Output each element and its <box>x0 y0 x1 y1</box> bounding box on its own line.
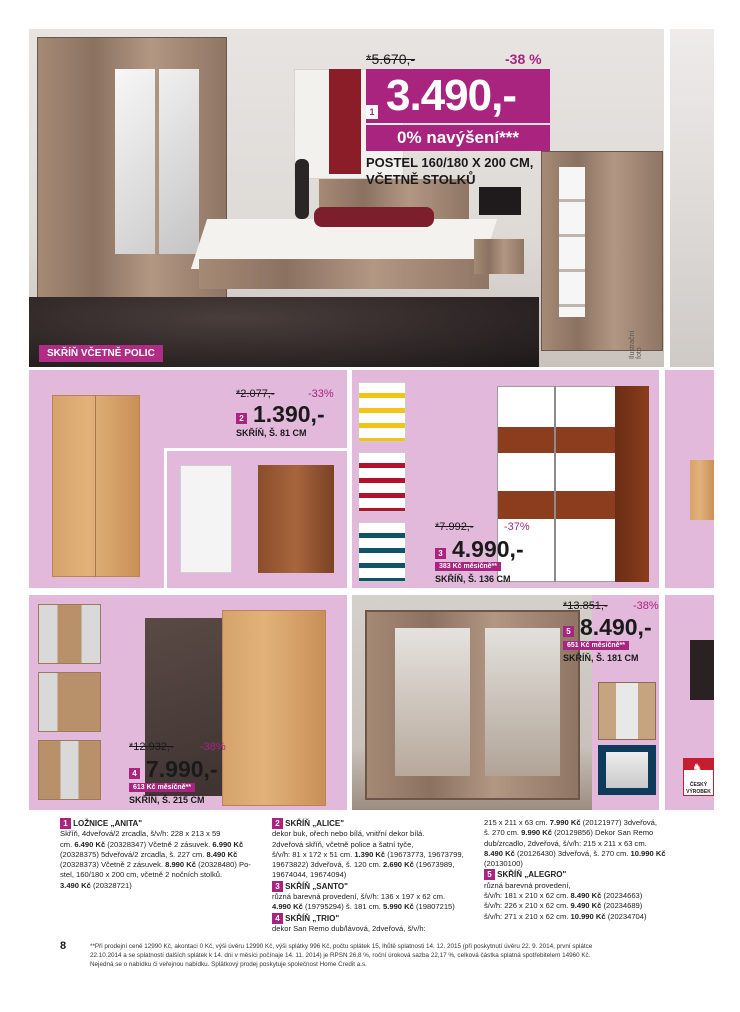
hero-bed-pillows <box>314 207 434 227</box>
col1-l2d: 6.990 Kč <box>212 839 244 849</box>
offer5-old-price: *13.851,- <box>563 600 608 612</box>
offer3-monthly: 383 Kč měsíčně** <box>435 562 501 571</box>
col1-l2b: 6.490 Kč <box>74 839 106 849</box>
hero-desc-1: POSTEL 160/180 X 200 CM, <box>366 155 534 170</box>
col3-l2a: š. 270 cm. <box>484 828 522 838</box>
santo-thumb-teal <box>358 522 406 582</box>
offer4-label: SKŘÍŇ, Š. 215 CM <box>129 795 205 805</box>
col1-l4a: (20328373) Včetně 2 zásuvek. <box>60 860 166 870</box>
hero-wardrobe-mirror-2 <box>159 69 199 254</box>
santo-thumb-red <box>358 452 406 512</box>
alegro-thumb-2-mirror <box>606 752 648 788</box>
alice-wardrobe-white <box>180 465 232 573</box>
offer4-price-row <box>129 757 218 781</box>
col3-l1a: 215 x 211 x 63 cm. <box>484 818 550 827</box>
col2-line3 <box>272 850 472 860</box>
footer-line3: Nejedná se o nabídku či veřejnou nabídku. Splátkový prodej poskytuje společnost Home Credit a.s. <box>90 961 367 968</box>
col3-l1b: 7.990 Kč <box>549 818 581 827</box>
col3-line9 <box>484 912 694 922</box>
col3-line2 <box>484 828 694 838</box>
col2-title2: SKŘÍŇ „ALICE" <box>285 819 345 828</box>
col3-title5: SKŘÍŇ „ALEGRO" <box>497 870 567 880</box>
col2-badge2: 2 <box>272 818 283 829</box>
col1-line1: Skříň, 4dveřová/2 zrcadla, š/v/h: 228 x 213 x 59 <box>60 829 221 839</box>
col2-line7 <box>272 902 472 912</box>
hero-bed-frame <box>199 259 489 289</box>
czech-product-badge <box>683 758 714 796</box>
offer2-price: 1.390,- <box>253 401 325 427</box>
col2-line5: 19674044, 19674094) <box>272 870 347 880</box>
offer2-price-row <box>236 402 325 426</box>
side-panel-dark-chair <box>690 640 714 700</box>
page-number: 8 <box>60 940 67 952</box>
col3-l1c: (20121977) 3dveřová, <box>580 818 657 827</box>
col2-title3-row <box>272 881 472 892</box>
offer2-badge: 2 <box>236 413 247 424</box>
col3-l8c: (20234689) <box>601 901 643 911</box>
hero-label: SKŘÍŇ VČETNĚ POLIC <box>39 345 163 362</box>
col2-line2: 2dveřová skříň, včetně police a šatní tyče, <box>272 839 414 849</box>
col2-l3c: (19673773, 19673799, <box>385 849 464 859</box>
col3-line5: (20130100) <box>484 859 523 869</box>
col3-l9c: (20234704) <box>605 911 647 921</box>
col1-l4c: (20328480) Po- <box>195 860 251 870</box>
hero-price: 3.490,- <box>386 71 516 120</box>
offer3-label: SKŘÍŇ, Š. 136 CM <box>435 574 511 584</box>
col3-l2b: 9.990 Kč <box>521 828 552 838</box>
col3-l9b: 10.990 Kč <box>570 911 606 921</box>
col3-line1 <box>484 818 694 828</box>
offer4-price: 7.990,- <box>146 756 218 782</box>
col3-l8a: š/v/h: 226 x 210 x 62 cm. <box>484 901 571 911</box>
col3-l9a: š/v/h: 271 x 210 x 62 cm. <box>484 911 571 921</box>
col1-line5: stel, 160/180 x 200 cm, včetně 2 nočních stolků. <box>60 870 223 880</box>
col2-line6: různá barevná provedení, š/v/h: 136 x 197 x 62 cm. <box>272 892 446 902</box>
nightstand <box>474 239 524 274</box>
col2-l4a: 19673822) 3dveřová, š. 120 cm. <box>272 860 384 870</box>
hero-desc-2: VČETNĚ STOLKŮ <box>366 172 476 187</box>
alice-wardrobe-walnut <box>258 465 334 573</box>
offer5-price-row <box>563 615 652 639</box>
offer5-discount: -38% <box>633 600 659 612</box>
footer-line2: 22.10.2014 a se splatností dalších splátek k 14. dni v měsíci počínaje 14. 11. 2014) je RPSN 26,8 %, roční úroková sazba 22,17 %, celková částka splatná spotřebitelem 14960 Kč. <box>90 952 591 959</box>
offer2-old-price: *2.077,- <box>236 388 275 400</box>
col3-l7b: 8.490 Kč <box>570 891 602 901</box>
col3-line7 <box>484 891 694 901</box>
hero-price-box <box>366 69 550 123</box>
col1-line6 <box>60 881 260 891</box>
trio-thumb-2 <box>38 672 101 732</box>
offer3-price: 4.990,- <box>452 536 524 562</box>
col2-l7c: 5.990 Kč <box>383 902 414 912</box>
footer-legal <box>90 942 710 969</box>
col2-l3b: 1.390 Kč <box>354 849 386 859</box>
czech-badge-text: ČESKÝ VÝROBEK <box>686 782 711 795</box>
col2-line1: dekor buk, ořech nebo bílá, vnitřní dekor bílá. <box>272 829 425 839</box>
col2-l3a: š/v/h: 81 x 172 x 51 cm. <box>272 849 355 859</box>
alegro-mirror-2 <box>485 628 560 776</box>
col2-line4 <box>272 860 472 870</box>
hero-financing: 0% navýšení*** <box>366 125 550 151</box>
side-photo-strip <box>670 29 714 367</box>
col1-l2a: cm. <box>60 839 75 849</box>
col3-line6: různá barevná provedení, <box>484 880 571 890</box>
offer4-discount: -38% <box>200 741 226 753</box>
col3-badge5: 5 <box>484 869 495 880</box>
col3-l2c: (20129856) Dekor San Remo <box>551 828 654 838</box>
lamp-shade <box>479 187 521 215</box>
col2-l4c: (19673989, <box>413 860 455 870</box>
text-col-1 <box>60 818 260 891</box>
santo-door-split <box>554 386 556 582</box>
trio-thumb-1 <box>38 604 101 664</box>
col2-l4b: 2.690 Kč <box>383 860 414 870</box>
col3-l8b: 9.490 Kč <box>570 901 602 911</box>
side-panel-furniture <box>690 460 714 520</box>
hero-dresser-drawers <box>559 167 585 317</box>
hero-wardrobe-mirror-1 <box>115 69 155 254</box>
alice-wardrobe-oak <box>52 395 140 577</box>
alice-oak-split <box>95 395 96 577</box>
red-curtain <box>329 69 361 174</box>
col1-l2c: (20328347) Včetně 2 zásuvek. <box>105 839 213 849</box>
trio-thumb-3 <box>38 740 101 800</box>
hero-old-price: *5.670,- <box>366 51 416 67</box>
col2-title2-row <box>272 818 472 829</box>
col3-l7c: (20234663) <box>601 891 643 901</box>
col3-line8 <box>484 901 694 911</box>
text-col-3 <box>484 818 694 922</box>
col1-badge: 1 <box>60 818 71 829</box>
offer4-old-price: *12.932,- <box>129 741 174 753</box>
col1-line3 <box>60 850 260 860</box>
col3-l4c: 10.990 Kč <box>630 848 666 858</box>
hero-badge: 1 <box>366 105 378 119</box>
offer4-monthly: 613 Kč měsíčně** <box>129 783 195 792</box>
col1-title: LOŽNICE „ANITA" <box>73 819 143 828</box>
col2-badge3: 3 <box>272 881 283 892</box>
offer5-label: SKŘÍŇ, Š. 181 CM <box>563 653 639 663</box>
offer5-price: 8.490,- <box>580 614 652 640</box>
offer4-badge: 4 <box>129 768 140 779</box>
offer3-badge: 3 <box>435 548 446 559</box>
czech-lion-icon: ♞ <box>684 759 713 781</box>
alegro-thumb-1 <box>598 682 656 740</box>
santo-wardrobe-side <box>615 386 649 582</box>
col1-l3a: (20328375) 5dveřová/2 zrcadla, š. 227 cm. <box>60 849 207 859</box>
photo-note: Ilustrační foto <box>629 330 643 359</box>
col3-l7a: š/v/h: 181 x 210 x 62 cm. <box>484 891 571 901</box>
santo-thumb-yellow <box>358 382 406 442</box>
hero-photo <box>29 29 664 367</box>
col2-title4: SKŘÍŇ „TRIO" <box>285 913 340 923</box>
col1-l3b: 8.490 Kč <box>206 849 238 859</box>
col2-l7a: 4.990 Kč <box>272 902 303 912</box>
col1-l4b: 8.990 Kč <box>165 860 196 870</box>
col1-line2 <box>60 840 260 850</box>
col1-l6b: (20328721) <box>90 880 132 890</box>
col2-l7b: (19795294) š. 181 cm. <box>302 902 384 912</box>
col1-l6a: 3.490 Kč <box>60 880 91 890</box>
offer2-label: SKŘÍŇ, Š. 81 CM <box>236 428 307 438</box>
col3-l4a: 8.490 Kč <box>484 848 515 858</box>
offer3-old-price: *7.992,- <box>435 521 474 533</box>
col3-line3: dub/zrcadlo, 2dveřová, š/v/h: 215 x 211 x 63 cm. <box>484 838 647 848</box>
trio-main-wardrobe-oak <box>222 610 326 806</box>
offer5-monthly: 651 Kč měsíčně** <box>563 641 629 650</box>
offer3-discount: -37% <box>504 521 530 533</box>
col3-line4 <box>484 849 694 859</box>
col2-title4-row <box>272 913 472 924</box>
col2-title3: SKŘÍŇ „SANTO" <box>285 881 348 891</box>
vase <box>295 159 309 219</box>
col2-badge4: 4 <box>272 913 283 924</box>
col1-line4 <box>60 860 260 870</box>
offer5-badge: 5 <box>563 626 574 637</box>
col2-line8: dekor San Remo dub/lávová, 2dveřová, š/v/h: <box>272 923 426 933</box>
offer3-price-row <box>435 537 524 561</box>
alegro-mirror-1 <box>395 628 470 776</box>
col3-l4b: (20126430) 3dveřová, š. 270 cm. <box>514 848 631 858</box>
footer-line1: **Při prodejní ceně 12990 Kč, akontaci 0 Kč, výši úvěru 12990 Kč, výši splátky 996 Kč, počtu splátek 15, lhůtě splatnosti 14. 12. 2015 (při poskytnutí úvěru 22. 9. 2014, první splátce <box>90 943 593 950</box>
col2-l7d: (19807215) <box>413 902 455 912</box>
hero-discount: -38 % <box>505 51 542 67</box>
col3-title5-row <box>484 869 694 880</box>
col1-title-row <box>60 818 260 829</box>
text-col-2 <box>272 818 472 934</box>
offer2-discount: -33% <box>308 388 334 400</box>
